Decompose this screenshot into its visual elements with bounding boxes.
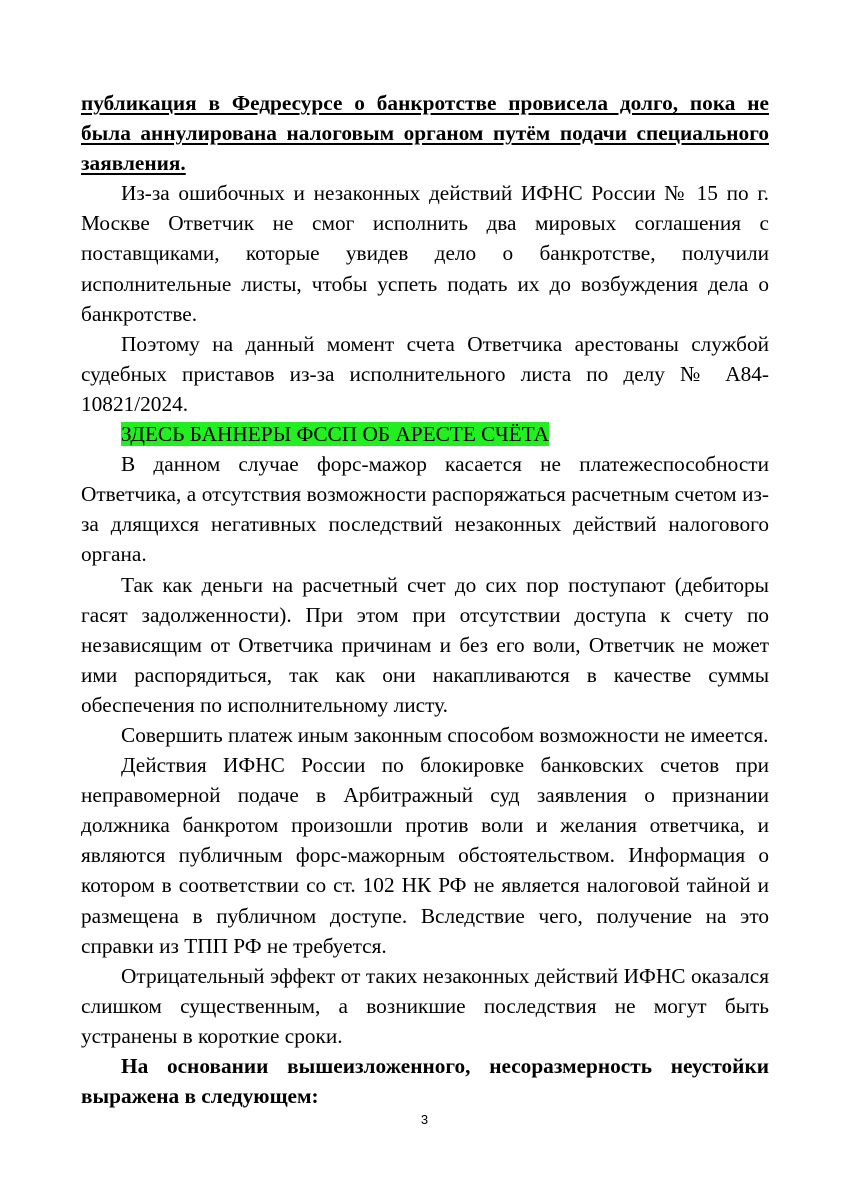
paragraph-no-other-way: Совершить платеж иным законным способом возможности не имеется. <box>121 722 769 747</box>
intro-bold-underlined-text: публикация в Федресурсе о банкротстве провисела долго, пока не была аннулирована налоговым органом путём подачи специального заявления. <box>81 91 769 176</box>
paragraph-force-majeure: В данном случае форс-мажор касается не платежеспособности Ответчика, а отсутствия возможности распоряжаться расчетным счетом из-за длящихся негативных последствий незаконных действий налогового органа. <box>81 452 769 567</box>
document-page <box>81 88 769 1111</box>
paragraph-negative-effect: Отрицательный эффект от таких незаконных действий ИФНС оказался слишком существенным, а возникшие последствия не могут быть устранены в короткие сроки. <box>81 963 769 1048</box>
closing-bold-text: На основании вышеизложенного, несоразмерность неустойки выражена в следующем: <box>81 1054 769 1109</box>
paragraph-ifns-errors: Из-за ошибочных и незаконных действий ИФНС России № 15 по г. Москве Ответчик не смог исполнить два мировых соглашения с поставщиками, которые увидев дело о банкротстве, получили исполнительные листы, чтобы успеть подать их до возбуждения дела о банкротстве. <box>81 181 769 326</box>
paragraph-money-incoming: Так как деньги на расчетный счет до сих пор поступают (дебиторы гасят задолженности). При этом при отсутствии доступа к счету по независящим от Ответчика причинам и без его воли, Ответчик не может ими распорядиться, так как они накапливаются в качестве суммы обеспечения по исполнительному листу. <box>81 572 769 717</box>
page-number: 3 <box>420 1112 429 1127</box>
highlight-note-line <box>81 419 769 449</box>
paragraph-accounts-arrested: Поэтому на данный момент счета Ответчика арестованы службой судебных приставов из-за исполнительного листа по делу № А84-10821/2024. <box>81 331 769 416</box>
highlight-note: ЗДЕСЬ БАННЕРЫ ФССП ОБ АРЕСТЕ СЧЁТА <box>121 422 550 447</box>
paragraph-ifns-actions: Действия ИФНС России по блокировке банковских счетов при неправомерной подаче в Арбитражный суд заявления о признании должника банкротом произошли против воли и желания ответчика, и являются публичным форс-мажорным обстоятельством. Информация о котором в соответствии со ст. 102 НК РФ не является налоговой тайной и размещена в публичном доступе. Вследствие чего, получение на это справки из ТПП РФ не требуется. <box>81 753 769 958</box>
